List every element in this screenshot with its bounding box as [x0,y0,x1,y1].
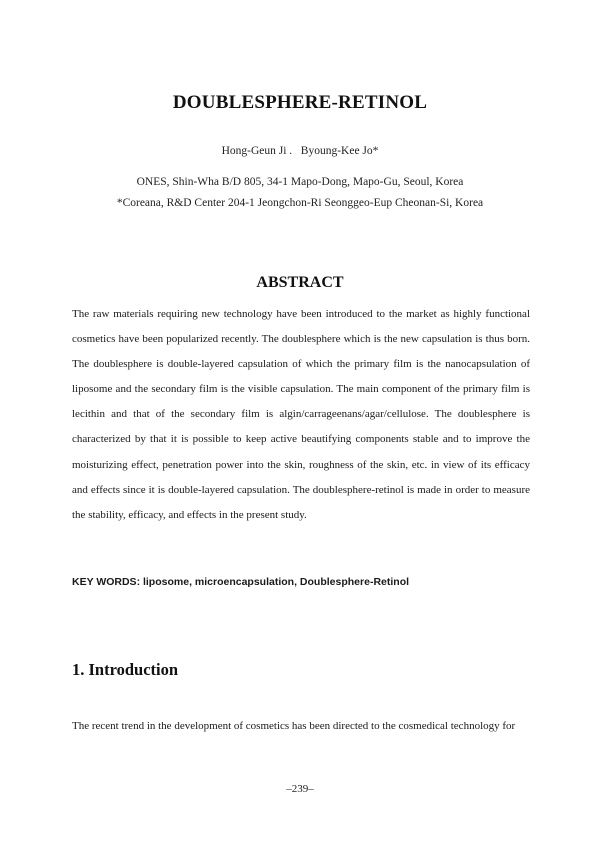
page-number: –239– [286,783,314,795]
abstract-heading: ABSTRACT [256,274,344,291]
introduction-paragraph: The recent trend in the development of cosmetics has been directed to the cosmedical technology for [72,720,516,732]
keywords-line: KEY WORDS: liposome, microencapsulation, Doublesphere-Retinol [72,576,410,588]
affiliation-1: ONES, Shin-Wha B/D 805, 34-1 Mapo-Dong, Mapo-Gu, Seoul, Korea [136,176,464,188]
affiliation-2: *Coreana, R&D Center 204-1 Jeongchon-Ri Seonggeo-Eup Cheonan-Si, Korea [116,197,484,209]
abstract-body: The raw materials requiring new technology have been introduced to the market as highly functional cosmetics have been popularized recently. The doublesphere which is the new capsulation is thus born. The doublesphere is double-layered capsulation of which the primary film is the nanocapsulation of liposome and the secondary film is the visible capsulation. The main component of the primary film is lecithin and that of the secondary film is algin/carrageenans/agar/cellulose. The doublesphere is characterized by that it is possible to keep active beautifying components stable and to improve the moisturizing effect, penetration power into the skin, roughness of the skin, etc. in view of its efficacy and effects since it is double-layered capsulation. The doublesphere-retinol is made in order to measure the stability, efficacy, and effects in the present study. [72,308,530,521]
author-line: Hong-Geun Ji . Byoung-Kee Jo* [221,145,379,157]
paper-title: DOUBLESPHERE-RETINOL [172,92,428,113]
section-heading-introduction: 1. Introduction [72,660,179,679]
